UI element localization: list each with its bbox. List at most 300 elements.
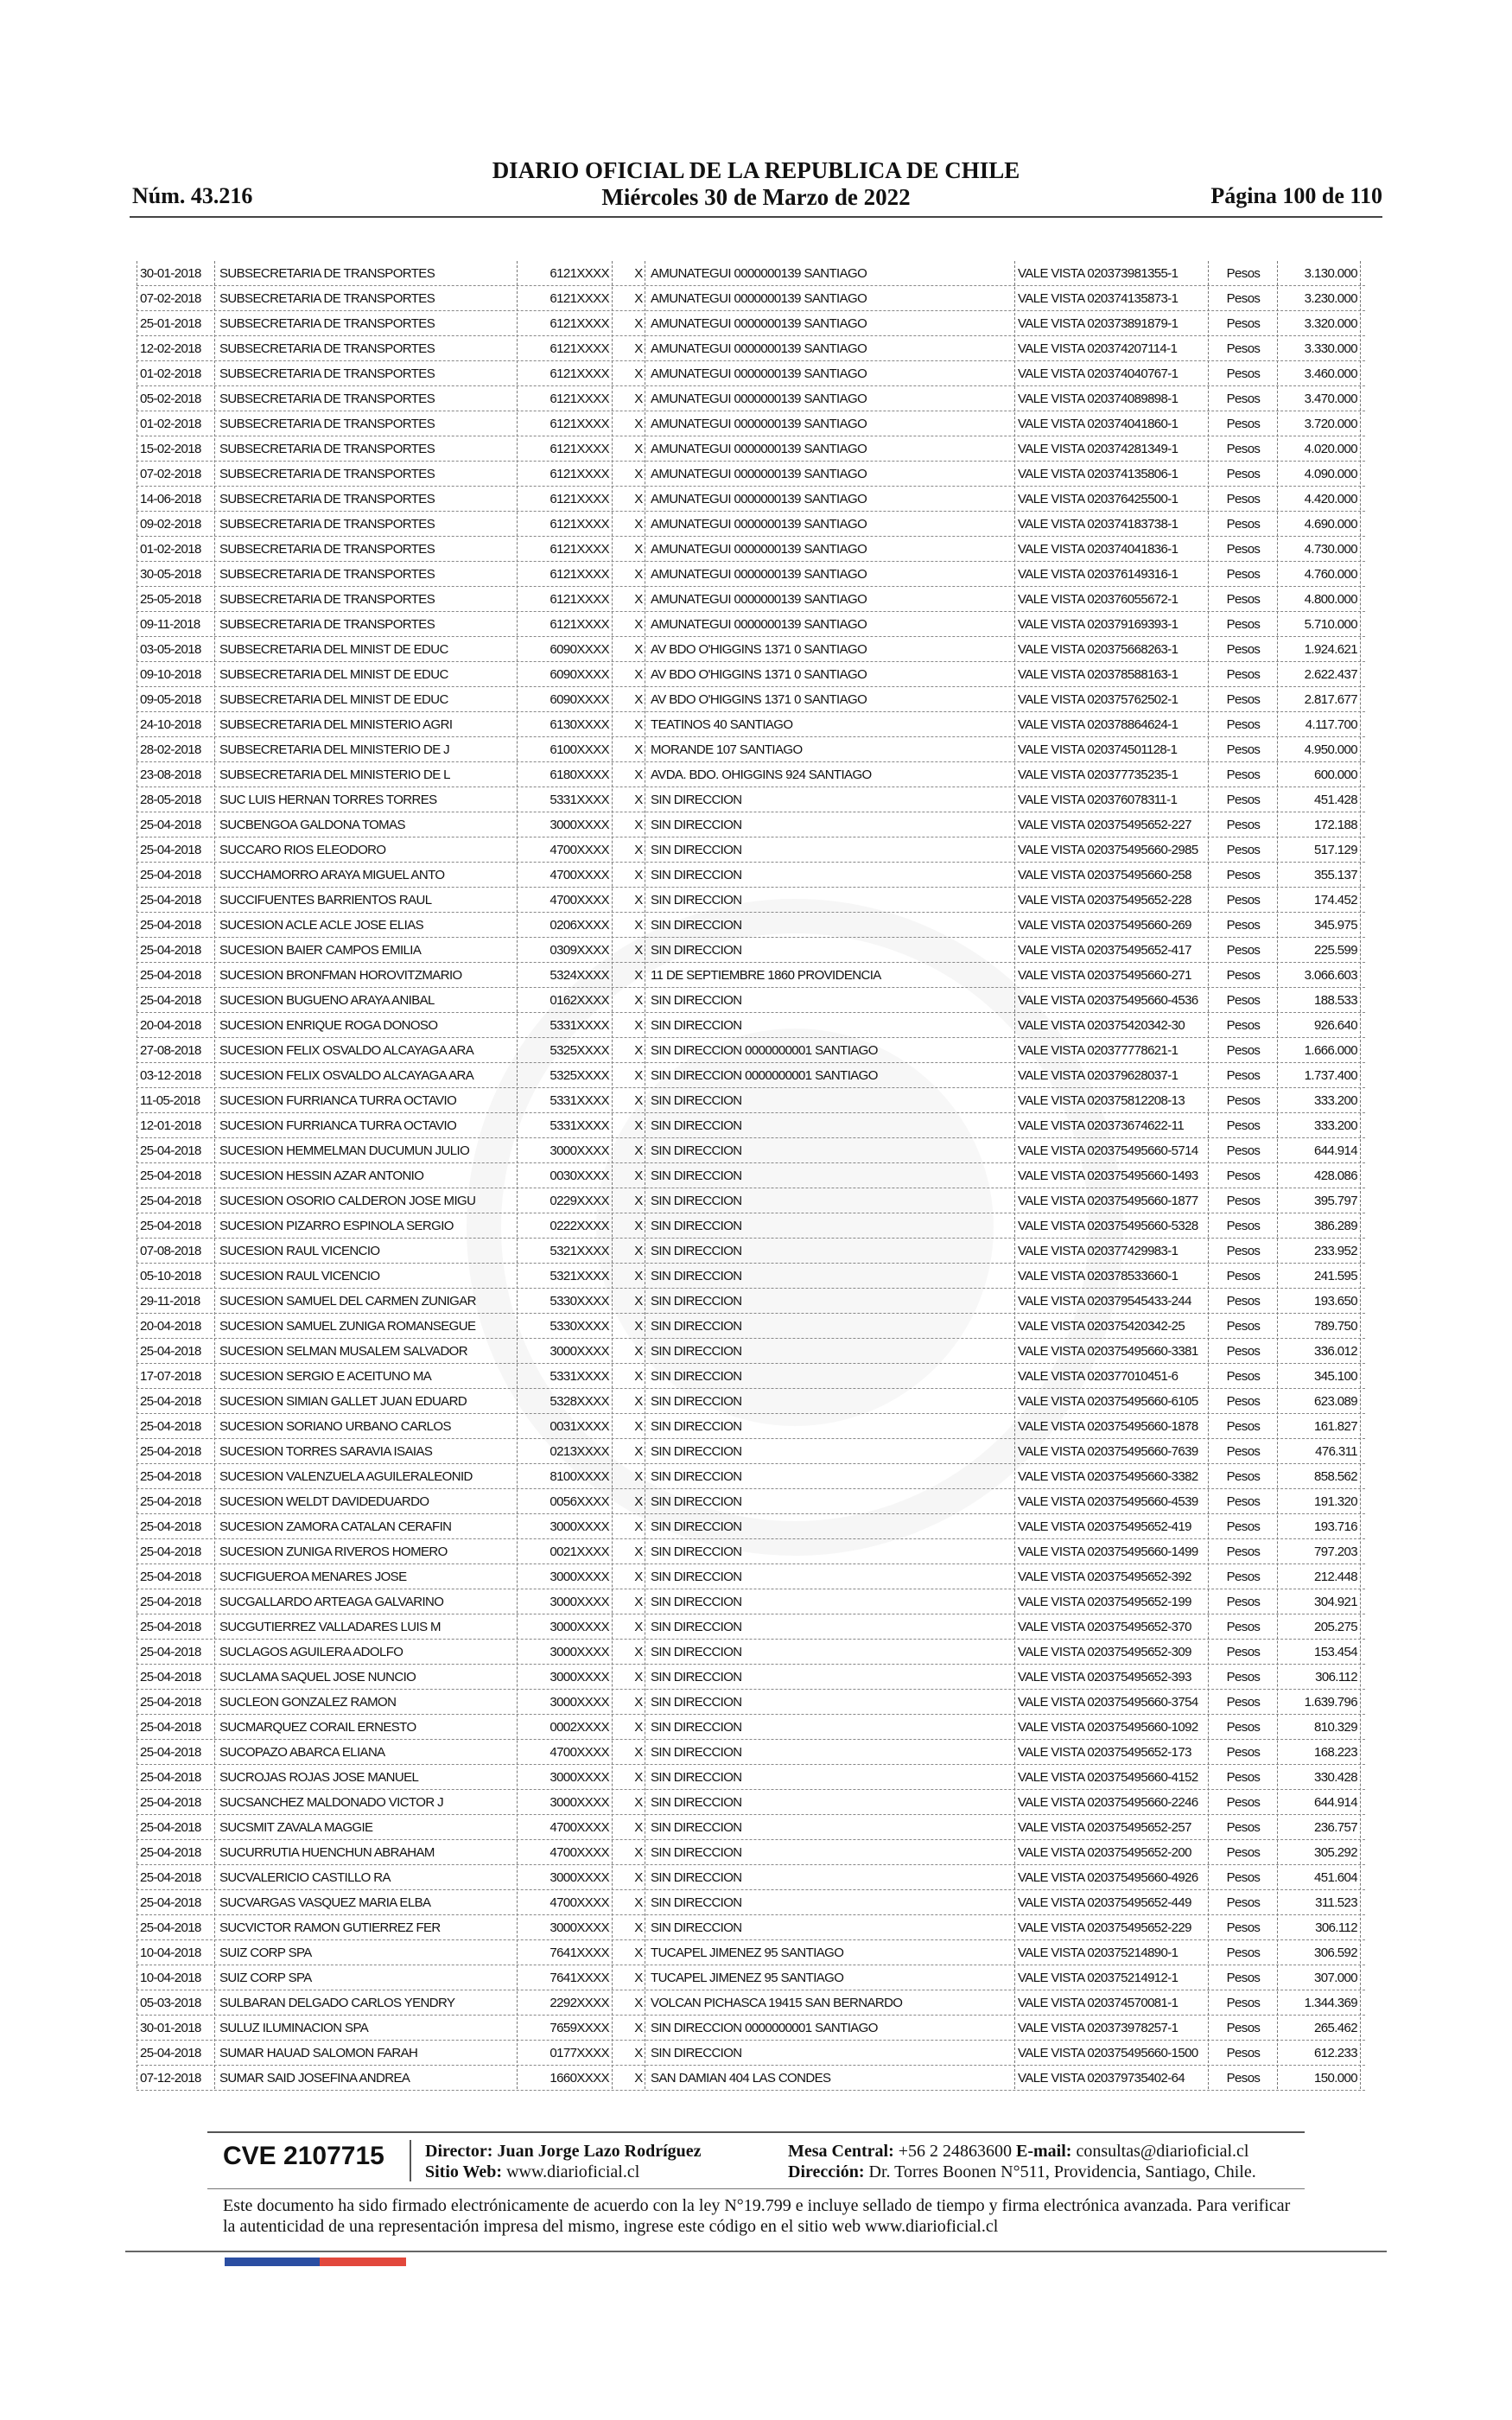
- row-address: SIN DIRECCION: [651, 1118, 742, 1133]
- row-rut: 6130XXXX: [550, 717, 609, 732]
- footer-bottom-rule: [125, 2251, 1387, 2252]
- table-row: [137, 1163, 1365, 1188]
- row-name: SUBSECRETARIA DEL MINISTERIO AGRI: [219, 717, 453, 732]
- row-name: SUIZ CORP SPA: [219, 1946, 312, 1960]
- row-amount: 451.428: [1313, 793, 1357, 807]
- row-rut: 0229XXXX: [550, 1194, 609, 1208]
- row-amount: 168.223: [1313, 1745, 1357, 1760]
- row-date: 30-01-2018: [140, 2021, 201, 2035]
- row-rut: 0030XXXX: [550, 1169, 609, 1183]
- row-mark: X: [634, 2046, 643, 2060]
- row-date: 25-04-2018: [140, 1895, 201, 1910]
- row-rut: 4700XXXX: [550, 1845, 609, 1860]
- row-mark: X: [634, 1494, 643, 1509]
- row-name: SUBSECRETARIA DEL MINIST DE EDUC: [219, 642, 448, 657]
- row-address: AMUNATEGUI 0000000139 SANTIAGO: [651, 291, 867, 306]
- row-currency: Pesos: [1226, 1920, 1261, 1935]
- row-name: SUBSECRETARIA DE TRANSPORTES: [219, 492, 435, 506]
- table-row: [137, 1665, 1365, 1690]
- row-currency: Pesos: [1226, 1820, 1261, 1835]
- row-mark: X: [634, 1595, 643, 1609]
- row-rut: 3000XXXX: [550, 818, 609, 832]
- table-row: [137, 261, 1365, 286]
- row-date: 25-04-2018: [140, 1695, 201, 1710]
- row-date: 24-10-2018: [140, 717, 201, 732]
- row-amount: 3.230.000: [1304, 291, 1357, 306]
- row-mark: X: [634, 843, 643, 857]
- row-document: VALE VISTA 020375495660-1493: [1018, 1169, 1198, 1183]
- row-address: SIN DIRECCION: [651, 2046, 742, 2060]
- row-mark: X: [634, 1670, 643, 1684]
- row-mark: X: [634, 1695, 643, 1710]
- table-row: [137, 1013, 1365, 1038]
- row-document: VALE VISTA 020378588163-1: [1018, 667, 1178, 682]
- row-address: SIN DIRECCION: [651, 1143, 742, 1158]
- table-row: [137, 888, 1365, 913]
- table-row: [137, 762, 1365, 787]
- table-row: [137, 1063, 1365, 1088]
- row-currency: Pesos: [1226, 642, 1261, 657]
- row-date: 25-04-2018: [140, 1419, 201, 1434]
- row-mark: X: [634, 542, 643, 557]
- row-currency: Pesos: [1226, 492, 1261, 506]
- row-document: VALE VISTA 020373981355-1: [1018, 266, 1178, 281]
- row-currency: Pesos: [1226, 918, 1261, 933]
- row-name: SUCURRUTIA HUENCHUN ABRAHAM: [219, 1845, 435, 1860]
- row-rut: 6121XXXX: [550, 617, 609, 632]
- row-mark: X: [634, 968, 643, 983]
- row-mark: X: [634, 341, 643, 356]
- row-mark: X: [634, 1820, 643, 1835]
- row-name: SUCCIFUENTES BARRIENTOS RAUL: [219, 893, 432, 908]
- row-name: SUBSECRETARIA DE TRANSPORTES: [219, 517, 435, 532]
- row-document: VALE VISTA 020375495660-7639: [1018, 1444, 1198, 1459]
- row-amount: 4.117.700: [1305, 717, 1357, 732]
- row-document: VALE VISTA 020375495660-4152: [1018, 1770, 1198, 1785]
- row-document: VALE VISTA 020373674622-11: [1018, 1118, 1185, 1133]
- table-row: [137, 1790, 1365, 1815]
- row-mark: X: [634, 1419, 643, 1434]
- address-label: Dirección:: [788, 2162, 865, 2181]
- row-currency: Pesos: [1226, 1570, 1261, 1584]
- row-address: AMUNATEGUI 0000000139 SANTIAGO: [651, 316, 867, 331]
- row-mark: X: [634, 266, 643, 281]
- row-date: 17-07-2018: [140, 1369, 201, 1384]
- row-name: SUCLAGOS AGUILERA ADOLFO: [219, 1645, 403, 1659]
- row-date: 30-01-2018: [140, 266, 201, 281]
- table-row: [137, 1213, 1365, 1239]
- table-row: [137, 1239, 1365, 1264]
- row-currency: Pesos: [1226, 742, 1261, 757]
- table-row: [137, 1890, 1365, 1915]
- row-address: SIN DIRECCION: [651, 1845, 742, 1860]
- table-row: [137, 1364, 1365, 1389]
- row-currency: Pesos: [1226, 1695, 1261, 1710]
- row-address: AMUNATEGUI 0000000139 SANTIAGO: [651, 442, 867, 456]
- row-mark: X: [634, 767, 643, 782]
- table-row: [137, 863, 1365, 888]
- table-row: [137, 1589, 1365, 1614]
- row-date: 25-04-2018: [140, 968, 201, 983]
- table-row: [137, 1188, 1365, 1213]
- row-document: VALE VISTA 020375495660-6105: [1018, 1394, 1198, 1409]
- row-currency: Pesos: [1226, 2021, 1261, 2035]
- row-amount: 241.595: [1313, 1269, 1357, 1283]
- table-row: [137, 462, 1365, 487]
- row-document: VALE VISTA 020377010451-6: [1018, 1369, 1178, 1384]
- row-date: 25-05-2018: [140, 592, 201, 607]
- email-link[interactable]: consultas@diarioficial.cl: [1076, 2142, 1249, 2161]
- row-mark: X: [634, 1845, 643, 1860]
- row-amount: 193.716: [1313, 1519, 1357, 1534]
- row-document: VALE VISTA 020374135806-1: [1018, 467, 1178, 481]
- row-name: SUBSECRETARIA DE TRANSPORTES: [219, 392, 435, 406]
- row-date: 25-04-2018: [140, 993, 201, 1008]
- row-mark: X: [634, 1194, 643, 1208]
- row-name: SUBSECRETARIA DEL MINIST DE EDUC: [219, 692, 448, 707]
- row-date: 27-08-2018: [140, 1043, 201, 1058]
- row-rut: 6090XXXX: [550, 642, 609, 657]
- row-address: SIN DIRECCION: [651, 1319, 742, 1334]
- row-amount: 355.137: [1313, 868, 1357, 882]
- row-name: SUCESION HESSIN AZAR ANTONIO: [219, 1169, 424, 1183]
- row-date: 07-12-2018: [140, 2071, 201, 2086]
- row-address: SIN DIRECCION: [651, 1820, 742, 1835]
- row-rut: 5330XXXX: [550, 1294, 609, 1309]
- row-address: SIN DIRECCION: [651, 1570, 742, 1584]
- row-currency: Pesos: [1226, 1870, 1261, 1885]
- row-rut: 6121XXXX: [550, 442, 609, 456]
- row-rut: 0031XXXX: [550, 1419, 609, 1434]
- row-date: 25-01-2018: [140, 316, 201, 331]
- row-name: SUBSECRETARIA DE TRANSPORTES: [219, 467, 435, 481]
- row-document: VALE VISTA 020375495660-4926: [1018, 1870, 1198, 1885]
- row-currency: Pesos: [1226, 818, 1261, 832]
- row-address: SIN DIRECCION: [651, 1544, 742, 1559]
- row-date: 25-04-2018: [140, 843, 201, 857]
- site-label: Sitio Web:: [425, 2162, 503, 2181]
- row-currency: Pesos: [1226, 1519, 1261, 1534]
- row-currency: Pesos: [1226, 316, 1261, 331]
- row-rut: 6180XXXX: [550, 767, 609, 782]
- row-document: VALE VISTA 020375495660-3382: [1018, 1469, 1198, 1484]
- row-address: SIN DIRECCION: [651, 1695, 742, 1710]
- row-currency: Pesos: [1226, 793, 1261, 807]
- row-date: 03-12-2018: [140, 1068, 201, 1083]
- row-rut: 6121XXXX: [550, 291, 609, 306]
- row-mark: X: [634, 442, 643, 456]
- row-name: SUCESION RAUL VICENCIO: [219, 1244, 380, 1258]
- row-rut: 3000XXXX: [550, 1143, 609, 1158]
- row-address: SAN DAMIAN 404 LAS CONDES: [651, 2071, 831, 2086]
- table-row: [137, 1815, 1365, 1840]
- row-document: VALE VISTA 020374207114-1: [1018, 341, 1178, 356]
- row-rut: 7641XXXX: [550, 1971, 609, 1985]
- site-link[interactable]: www.diarioficial.cl: [506, 2162, 640, 2181]
- row-mark: X: [634, 291, 643, 306]
- row-document: VALE VISTA 020374040767-1: [1018, 366, 1178, 381]
- contact-block: [788, 2141, 1256, 2182]
- row-date: 14-06-2018: [140, 492, 201, 506]
- table-row: [137, 1414, 1365, 1439]
- row-mark: X: [634, 1895, 643, 1910]
- row-date: 25-04-2018: [140, 1870, 201, 1885]
- row-mark: X: [634, 1219, 643, 1233]
- row-currency: Pesos: [1226, 1043, 1261, 1058]
- row-rut: 5331XXXX: [550, 1118, 609, 1133]
- row-address: SIN DIRECCION: [651, 1194, 742, 1208]
- row-mark: X: [634, 1971, 643, 1985]
- director-label: Director:: [425, 2142, 493, 2161]
- row-rut: 2292XXXX: [550, 1996, 609, 2010]
- row-rut: 5331XXXX: [550, 1018, 609, 1033]
- row-document: VALE VISTA 020374570081-1: [1018, 1996, 1178, 2010]
- row-mark: X: [634, 1093, 643, 1108]
- row-rut: 6121XXXX: [550, 417, 609, 431]
- table-row: [137, 286, 1365, 311]
- issue-number: Núm. 43.216: [132, 183, 253, 208]
- row-date: 25-04-2018: [140, 1570, 201, 1584]
- row-currency: Pesos: [1226, 1620, 1261, 1634]
- row-mark: X: [634, 417, 643, 431]
- row-name: SUBSECRETARIA DE TRANSPORTES: [219, 266, 435, 281]
- records-table: [137, 261, 1365, 2091]
- page-number: Página 100 de 110: [1210, 183, 1382, 208]
- row-document: VALE VISTA 020375495660-5328: [1018, 1219, 1198, 1233]
- row-currency: Pesos: [1226, 392, 1261, 406]
- row-name: SUCSANCHEZ MALDONADO VICTOR J: [219, 1795, 444, 1810]
- row-amount: 2.622.437: [1304, 667, 1357, 682]
- row-name: SUCESION SELMAN MUSALEM SALVADOR: [219, 1344, 467, 1359]
- row-address: SIN DIRECCION: [651, 1344, 742, 1359]
- row-document: VALE VISTA 020375495660-3754: [1018, 1695, 1198, 1710]
- row-amount: 311.523: [1315, 1895, 1357, 1910]
- row-address: SIN DIRECCION: [651, 993, 742, 1008]
- row-mark: X: [634, 592, 643, 607]
- row-address: SIN DIRECCION: [651, 1394, 742, 1409]
- row-rut: 0177XXXX: [550, 2046, 609, 2060]
- row-address: SIN DIRECCION: [651, 1745, 742, 1760]
- row-amount: 225.599: [1313, 943, 1357, 958]
- row-document: VALE VISTA 020374183738-1: [1018, 517, 1178, 532]
- row-amount: 644.914: [1313, 1795, 1357, 1810]
- row-currency: Pesos: [1226, 868, 1261, 882]
- footer-divider: [207, 2131, 1305, 2133]
- row-rut: 3000XXXX: [550, 1770, 609, 1785]
- table-row: [137, 587, 1365, 612]
- row-rut: 4700XXXX: [550, 893, 609, 908]
- row-date: 12-02-2018: [140, 341, 201, 356]
- row-name: SULBARAN DELGADO CARLOS YENDRY: [219, 1996, 455, 2010]
- table-row: [137, 1715, 1365, 1740]
- row-name: SUCESION ENRIQUE ROGA DONOSO: [219, 1018, 438, 1033]
- row-amount: 305.292: [1313, 1845, 1357, 1860]
- mesa-label: Mesa Central:: [788, 2142, 894, 2161]
- row-name: SUCESION ZAMORA CATALAN CERAFIN: [219, 1519, 452, 1534]
- row-document: VALE VISTA 020377778621-1: [1018, 1043, 1178, 1058]
- row-currency: Pesos: [1226, 943, 1261, 958]
- row-amount: 4.760.000: [1304, 567, 1357, 582]
- row-currency: Pesos: [1226, 1344, 1261, 1359]
- row-mark: X: [634, 1018, 643, 1033]
- table-row: [137, 361, 1365, 386]
- table-row: [137, 537, 1365, 562]
- row-name: SUCESION SORIANO URBANO CARLOS: [219, 1419, 451, 1434]
- row-currency: Pesos: [1226, 1118, 1261, 1133]
- row-rut: 6121XXXX: [550, 366, 609, 381]
- row-amount: 233.952: [1313, 1244, 1357, 1258]
- row-rut: 6121XXXX: [550, 467, 609, 481]
- row-name: SUCESION SERGIO E ACEITUNO MA: [219, 1369, 432, 1384]
- row-rut: 5325XXXX: [550, 1043, 609, 1058]
- row-name: SUCVARGAS VASQUEZ MARIA ELBA: [219, 1895, 431, 1910]
- row-mark: X: [634, 2071, 643, 2086]
- row-address: SIN DIRECCION: [651, 1620, 742, 1634]
- row-document: VALE VISTA 020375495660-1878: [1018, 1419, 1198, 1434]
- row-document: VALE VISTA 020379545433-244: [1018, 1294, 1191, 1309]
- row-name: SUCESION PIZARRO ESPINOLA SERGIO: [219, 1219, 454, 1233]
- row-name: SUCESION TORRES SARAVIA ISAIAS: [219, 1444, 433, 1459]
- row-address: SIN DIRECCION: [651, 1369, 742, 1384]
- publication-title: DIARIO OFICIAL DE LA REPUBLICA DE CHILE: [492, 157, 1020, 183]
- row-currency: Pesos: [1226, 717, 1261, 732]
- row-rut: 4700XXXX: [550, 868, 609, 882]
- row-amount: 612.233: [1313, 2046, 1357, 2060]
- row-date: 25-04-2018: [140, 1194, 201, 1208]
- header-divider: [130, 216, 1382, 218]
- email-label: E-mail:: [1016, 2142, 1072, 2161]
- row-name: SUCMARQUEZ CORAIL ERNESTO: [219, 1720, 416, 1735]
- row-name: SUCROJAS ROJAS JOSE MANUEL: [219, 1770, 419, 1785]
- row-currency: Pesos: [1226, 1319, 1261, 1334]
- row-date: 25-04-2018: [140, 1219, 201, 1233]
- row-document: VALE VISTA 020373891879-1: [1018, 316, 1178, 331]
- row-currency: Pesos: [1226, 366, 1261, 381]
- row-document: VALE VISTA 020376149316-1: [1018, 567, 1178, 582]
- row-address: SIN DIRECCION: [651, 1294, 742, 1309]
- row-mark: X: [634, 868, 643, 882]
- row-name: SUCSMIT ZAVALA MAGGIE: [219, 1820, 373, 1835]
- row-date: 01-02-2018: [140, 417, 201, 431]
- row-date: 25-04-2018: [140, 1394, 201, 1409]
- table-row: [137, 1489, 1365, 1514]
- row-name: SUCFIGUEROA MENARES JOSE: [219, 1570, 407, 1584]
- row-mark: X: [634, 1770, 643, 1785]
- row-date: 25-04-2018: [140, 1544, 201, 1559]
- row-document: VALE VISTA 020375495660-3381: [1018, 1344, 1198, 1359]
- row-rut: 3000XXXX: [550, 1920, 609, 1935]
- row-amount: 4.090.000: [1304, 467, 1357, 481]
- row-date: 25-04-2018: [140, 1720, 201, 1735]
- row-mark: X: [634, 1169, 643, 1183]
- row-address: SIN DIRECCION: [651, 1870, 742, 1885]
- row-document: VALE VISTA 020375495652-200: [1018, 1845, 1191, 1860]
- row-mark: X: [634, 1244, 643, 1258]
- row-currency: Pesos: [1226, 1018, 1261, 1033]
- row-date: 25-04-2018: [140, 818, 201, 832]
- table-row: [137, 737, 1365, 762]
- row-currency: Pesos: [1226, 417, 1261, 431]
- row-document: VALE VISTA 020375495660-5714: [1018, 1143, 1198, 1158]
- row-mark: X: [634, 1745, 643, 1760]
- row-name: SUCESION WELDT DAVIDEDUARDO: [219, 1494, 429, 1509]
- row-name: SUCESION BRONFMAN HOROVITZMARIO: [219, 968, 462, 983]
- row-currency: Pesos: [1226, 467, 1261, 481]
- row-address: SIN DIRECCION: [651, 843, 742, 857]
- table-row: [137, 1264, 1365, 1289]
- table-row: [137, 1915, 1365, 1940]
- row-amount: 4.950.000: [1304, 742, 1357, 757]
- row-document: VALE VISTA 020375495660-1092: [1018, 1720, 1198, 1735]
- row-date: 25-04-2018: [140, 1645, 201, 1659]
- table-row: [137, 562, 1365, 587]
- row-name: SUBSECRETARIA DE TRANSPORTES: [219, 442, 435, 456]
- footer-divider-thin: [207, 2188, 1305, 2189]
- row-rut: 0162XXXX: [550, 993, 609, 1008]
- row-amount: 3.470.000: [1304, 392, 1357, 406]
- row-rut: 3000XXXX: [550, 1595, 609, 1609]
- row-mark: X: [634, 692, 643, 707]
- row-currency: Pesos: [1226, 1219, 1261, 1233]
- row-name: SUMAR HAUAD SALOMON FARAH: [219, 2046, 418, 2060]
- row-name: SUBSECRETARIA DE TRANSPORTES: [219, 592, 435, 607]
- row-mark: X: [634, 1645, 643, 1659]
- row-amount: 623.089: [1313, 1394, 1357, 1409]
- row-currency: Pesos: [1226, 592, 1261, 607]
- row-name: SUCESION HEMMELMAN DUCUMUN JULIO: [219, 1143, 470, 1158]
- row-currency: Pesos: [1226, 1269, 1261, 1283]
- row-currency: Pesos: [1226, 1068, 1261, 1083]
- row-date: 25-04-2018: [140, 1845, 201, 1860]
- row-address: AMUNATEGUI 0000000139 SANTIAGO: [651, 492, 867, 506]
- mesa-phone: +56 2 24863600: [898, 2142, 1013, 2161]
- row-rut: 6100XXXX: [550, 742, 609, 757]
- row-currency: Pesos: [1226, 1795, 1261, 1810]
- row-date: 25-04-2018: [140, 1595, 201, 1609]
- row-date: 20-04-2018: [140, 1018, 201, 1033]
- row-rut: 0206XXXX: [550, 918, 609, 933]
- row-name: SUCCHAMORRO ARAYA MIGUEL ANTO: [219, 868, 445, 882]
- row-document: VALE VISTA 020375420342-25: [1018, 1319, 1185, 1334]
- row-date: 28-05-2018: [140, 793, 201, 807]
- table-row: [137, 988, 1365, 1013]
- row-document: VALE VISTA 020376055672-1: [1018, 592, 1178, 607]
- row-date: 11-05-2018: [140, 1093, 200, 1108]
- row-amount: 4.800.000: [1304, 592, 1357, 607]
- row-amount: 306.112: [1315, 1670, 1357, 1684]
- table-row: [137, 938, 1365, 963]
- table-row: [137, 1038, 1365, 1063]
- row-document: VALE VISTA 020374281349-1: [1018, 442, 1178, 456]
- row-amount: 191.320: [1313, 1494, 1357, 1509]
- row-mark: X: [634, 1118, 643, 1133]
- row-document: VALE VISTA 020374135873-1: [1018, 291, 1178, 306]
- table-row: [137, 913, 1365, 938]
- table-row: [137, 963, 1365, 988]
- row-currency: Pesos: [1226, 2071, 1261, 2086]
- row-document: VALE VISTA 020376425500-1: [1018, 492, 1178, 506]
- row-rut: 7659XXXX: [550, 2021, 609, 2035]
- row-rut: 5331XXXX: [550, 793, 609, 807]
- row-document: VALE VISTA 020375495652-229: [1018, 1920, 1191, 1935]
- table-row: [137, 787, 1365, 812]
- row-name: SUBSECRETARIA DE TRANSPORTES: [219, 617, 435, 632]
- row-amount: 797.203: [1313, 1544, 1357, 1559]
- row-mark: X: [634, 893, 643, 908]
- row-document: VALE VISTA 020379628037-1: [1018, 1068, 1178, 1083]
- row-name: SUCESION FELIX OSVALDO ALCAYAGA ARA: [219, 1043, 474, 1058]
- row-address: SIN DIRECCION: [651, 1469, 742, 1484]
